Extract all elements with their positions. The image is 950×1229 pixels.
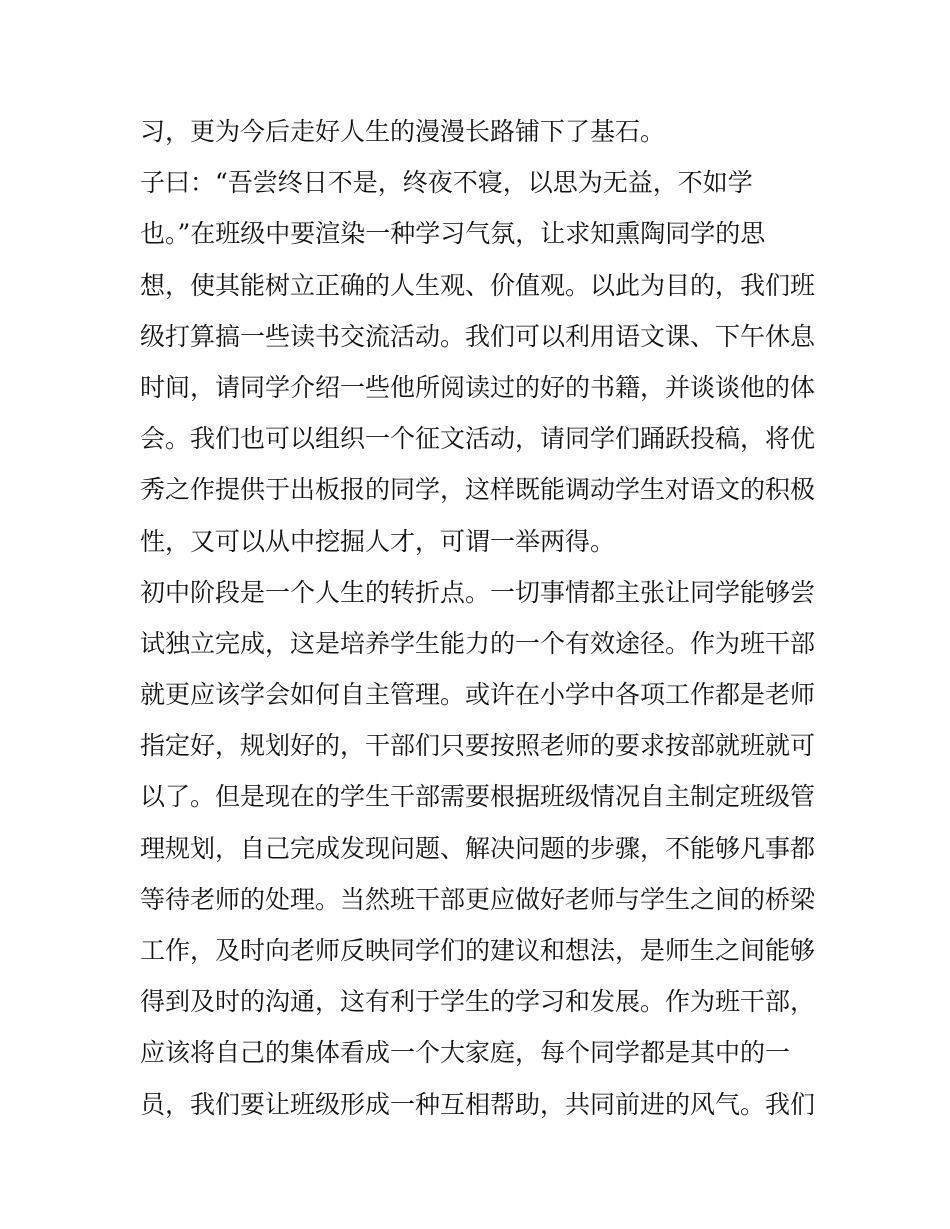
text-line: 也。”在班级中要渲染一种学习气氛，让求知熏陶同学的思 (140, 219, 766, 249)
text-line: 秀之作提供于出板报的同学，这样既能调动学生对语文的积极 (140, 475, 816, 505)
text-line: 试独立完成，这是培养学生能力的一个有效途径。作为班干部 (140, 628, 816, 658)
text-line: 得到及时的沟通，这有利于学生的学习和发展。作为班干部， (140, 987, 816, 1017)
text-line: 指定好，规划好的，干部们只要按照老师的要求按部就班就可 (140, 731, 816, 761)
text-line: 应该将自己的集体看成一个大家庭，每个同学都是其中的一 (140, 1038, 791, 1068)
body-text (140, 106, 830, 1130)
text-line: 性，又可以从中挖掘人才，可谓一举两得。 (140, 526, 616, 556)
text-line: 初中阶段是一个人生的转折点。一切事情都主张让同学能够尝 (140, 577, 816, 607)
text-line: 工作，及时向老师反映同学们的建议和想法，是师生之间能够 (140, 936, 816, 965)
text-line: 会。我们也可以组织一个征文活动，请同学们踊跃投稿，将优 (140, 424, 816, 454)
text-line: 员，我们要让班级形成一种互相帮助，共同前进的风气。我们 (140, 1089, 816, 1119)
text-line: 子曰：“吾尝终日不是，终夜不寝，以思为无益，不如学 (140, 168, 753, 198)
text-line: 想，使其能树立正确的人生观、价值观。以此为目的，我们班 (140, 270, 816, 300)
text-line: 理规划，自己完成发现问题、解决问题的步骤，不能够凡事都 (140, 833, 816, 863)
text-line: 等待老师的处理。当然班干部更应做好老师与学生之间的桥梁 (140, 884, 816, 914)
text-line: 就更应该学会如何自主管理。或许在小学中各项工作都是老师 (140, 680, 816, 710)
text-line: 时间，请同学介绍一些他所阅读过的好的书籍，并谈谈他的体 (140, 372, 816, 402)
text-line: 以了。但是现在的学生干部需要根据班级情况自主制定班级管 (140, 782, 816, 812)
text-line: 级打算搞一些读书交流活动。我们可以利用语文课、下午休息 (140, 321, 816, 351)
text-line: 习，更为今后走好人生的漫漫长路铺下了基石。 (140, 117, 666, 146)
